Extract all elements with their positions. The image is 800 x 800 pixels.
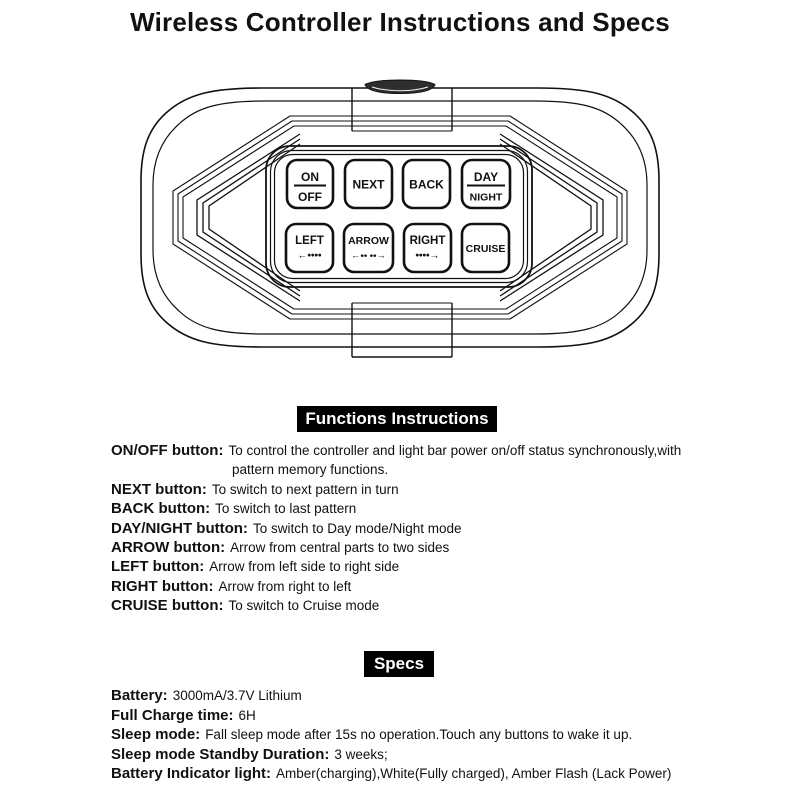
svg-text:OFF: OFF [298,190,322,204]
controller-button-day-night [462,160,510,208]
top-connector [365,80,435,94]
instruction-arrow [111,538,681,557]
left-chevron-detail [197,134,300,301]
instruction-on-off-cont: pattern memory functions. [232,462,389,478]
instruction-left [111,557,681,576]
specs-header: Specs [364,651,434,677]
svg-text:ARROW: ARROW [348,235,389,247]
spec-text: Amber(charging),White(Fully charged), Amber Flash (Lack Power) [276,766,672,782]
instruction-label: DAY/NIGHT button: [111,519,248,537]
instruction-text: Arrow from right to left [218,578,352,594]
top-center-section [352,88,452,131]
instruction-label: ARROW button: [111,539,226,557]
page-title: Wireless Controller Instructions and Specs [130,7,670,37]
spec-battery [111,686,671,706]
functions-instructions-list [111,441,681,616]
spec-text: 3 weeks; [334,746,388,762]
instruction-text: To switch to Cruise mode [228,598,380,614]
instruction-right [111,577,681,596]
spec-label: Sleep mode Standby Duration: [111,745,330,763]
svg-text:NEXT: NEXT [352,177,385,192]
spec-sleep-mode [111,725,671,745]
functions-instructions-header: Functions Instructions [297,406,497,432]
spec-text: Fall sleep mode after 15s no operation.Touch any buttons to wake it up. [205,727,633,743]
controller-diagram [135,75,675,365]
instruction-text: Arrow from left side to right side [209,559,400,575]
instruction-label: ON/OFF button: [111,442,224,459]
spec-label: Full Charge time: [111,706,234,724]
svg-text:LEFT: LEFT [295,235,324,247]
instruction-text: To control the controller and light bar power on/off status synchronously,with [228,443,682,458]
specs-list [111,686,671,784]
button-panel [266,146,532,287]
instruction-day-night [111,519,681,538]
spec-battery-indicator [111,764,671,784]
svg-text:DAY: DAY [473,170,499,184]
spec-text: 3000mA/3.7V Lithium [172,688,302,703]
spec-full-charge-time [111,706,671,726]
controller-outer-outline [141,88,659,347]
instruction-label: BACK button: [111,500,211,518]
svg-text:ON: ON [301,170,319,184]
svg-text:NIGHT: NIGHT [469,191,503,204]
right-arrow-glyph: ••••→ [415,250,440,262]
svg-text:BACK: BACK [409,177,444,192]
spec-label: Sleep mode: [111,726,201,744]
instruction-back [111,499,681,518]
instruction-label: CRUISE button: [111,597,224,615]
controller-button-cruise [462,224,509,272]
instruction-cruise [111,596,681,615]
instruction-next [111,480,681,499]
controller-button-next [345,160,392,208]
arrow-both-glyph: ←•• ••→ [351,250,386,262]
instruction-label: RIGHT button: [111,577,214,595]
controller-inner-outline [153,101,647,334]
instruction-text: To switch to Day mode/Night mode [252,520,462,536]
bottom-center-section [352,303,452,357]
instruction-text: To switch to last pattern [215,501,357,517]
left-arrow-glyph: ←•••• [297,250,322,262]
controller-button-back [403,160,450,208]
instruction-text: To switch to next pattern in turn [211,481,399,497]
spec-text: 6H [238,707,256,723]
controller-button-left [286,224,333,272]
spec-standby-duration [111,745,671,765]
spec-label: Battery Indicator light: [111,765,272,783]
instruction-text: Arrow from central parts to two sides [230,540,450,556]
svg-text:RIGHT: RIGHT [409,235,446,247]
controller-button-on-off [287,160,333,208]
instruction-on-off [111,441,681,460]
instruction-label: LEFT button: [111,558,205,576]
instruction-label: NEXT button: [111,480,207,498]
controller-button-arrow [344,224,393,272]
svg-text:CRUISE: CRUISE [465,243,506,255]
spec-label: Battery: [111,687,168,704]
controller-button-right [404,224,451,272]
